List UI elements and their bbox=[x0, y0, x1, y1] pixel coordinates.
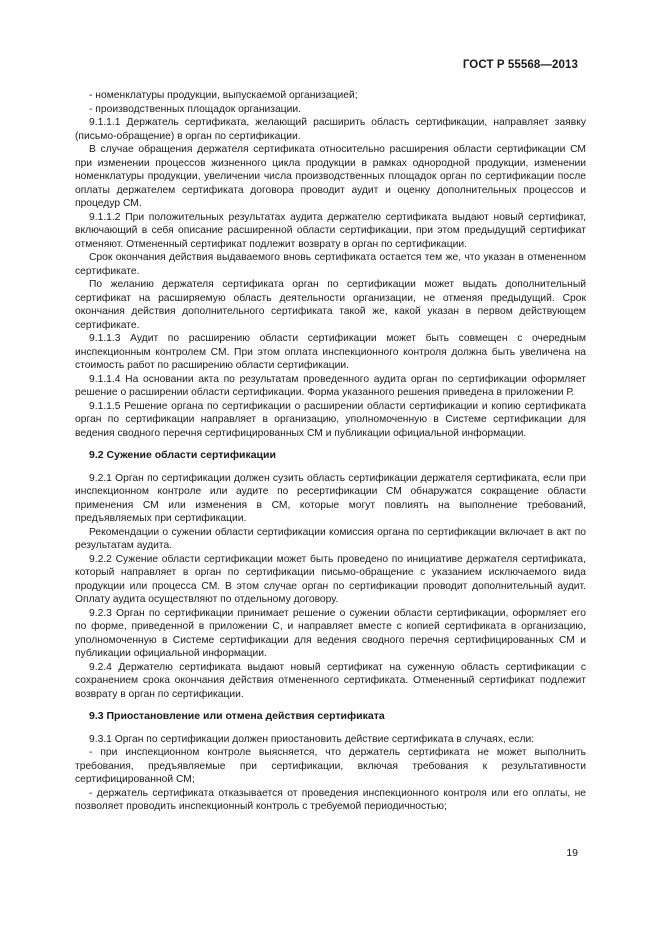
paragraph: 9.2.1 Орган по сертификации должен сузить область сертификации держателя сертификата, если при инспекционном контроле или аудите по ресертификации СМ обнаружатся сокращение области применения СМ или изменения в СМ, которые могут повлиять на выполнение требований, предъявляемых при сертификации. bbox=[75, 472, 586, 524]
paragraph: 9.3.1 Орган по сертификации должен приостановить действие сертификата в случаях, если: bbox=[89, 733, 535, 745]
paragraph: - производственных площадок организации. bbox=[89, 103, 301, 115]
paragraph: 9.2.2 Сужение области сертификации может быть проведено по инициативе держателя сертификата, который направляет в орган по сертификации письмо-обращение с указанием исключаемого вида продукции или процесса СМ. В этом случае орган по сертификации проводит дополнительный аудит. Оплату аудита осуществляют по отдельному договору. bbox=[75, 553, 586, 605]
paragraph: 9.2.4 Держателю сертификата выдают новый сертификат на суженную область сертификации с сохранением срока окончания действия отмененного сертификата. Отмененный сертификат подлежит возврату в орган по сертификации. bbox=[75, 661, 586, 700]
section-heading: 9.2 Сужение области сертификации bbox=[89, 449, 276, 461]
paragraph: 9.1.1.5 Решение органа по сертификации о расширении области сертификации и копию сертификата орган по сертификации направляет в организацию, уполномоченную в Системе сертификации для ведения сводного перечня сертифицированных СМ и публикации официальной информации. bbox=[75, 400, 586, 439]
paragraph: 9.1.1.1 Держатель сертификата, желающий расширить область сертификации, направляет заявку (письмо-обращение) в орган по сертификации. bbox=[75, 117, 586, 142]
paragraph: Срок окончания действия выдаваемого вновь сертификата остается тем же, что указан в отмененном сертификате. bbox=[75, 252, 586, 277]
paragraph: 9.1.1.3 Аудит по расширению области сертификации может быть совмещен с очередным инспекционным контролем СМ. При этом оплата инспекционного контроля должна быть увеличена на стоимость работ по расширению области сертификации. bbox=[75, 333, 586, 371]
paragraph: 9.1.1.2 При положительных результатах аудита держателю сертификата выдают новый сертификат, включающий в себя описание расширенной области сертификации, при этом предыдущий сертификат отменяют. Отмененный сертификат подлежит возврату в орган по сертификации. bbox=[75, 211, 586, 250]
document-body bbox=[75, 89, 586, 814]
paragraph: По желанию держателя сертификата орган по сертификации может выдать дополнительный сертификат на расширяемую область деятельности организации, не отменяя предыдущий. Срок окончания действия дополнительного сертификата такой же, какой указан в первом действующем сертификате. bbox=[75, 279, 586, 331]
page-number: 19 bbox=[566, 847, 578, 859]
paragraph: В случае обращения держателя сертификата относительно расширения области сертификации СМ при изменении процессов жизненного цикла продукции в рамках однородной продукции, изменении номенклатуры продукции, увеличении числа производственных площадок орган по сертификации после оплаты держателем сертификата договора проводит аудит и оценку дополнительных процессов и процедур СМ. bbox=[75, 144, 586, 209]
document-header: ГОСТ Р 55568—2013 bbox=[462, 59, 578, 71]
paragraph: Рекомендации о сужении области сертификации комиссия органа по сертификации включает в акт по результатам аудита. bbox=[75, 526, 586, 551]
paragraph: 9.1.1.4 На основании акта по результатам проведенного аудита орган по сертификации оформляет решение о расширении области сертификации. Форма указанного решения приведена в приложении Р. bbox=[75, 373, 586, 398]
paragraph: 9.2.3 Орган по сертификации принимает решение о сужении области сертификации, оформляет его по форме, приведенной в приложении С, и направляет вместе с копией сертификата в организацию, уполномоченную в Системе сертификации для ведения сводного перечня сертифицированных СМ и публикации официальной информации. bbox=[75, 607, 586, 659]
paragraph: - номенклатуры продукции, выпускаемой организацией; bbox=[89, 90, 358, 101]
paragraph: - держатель сертификата отказывается от проведения инспекционного контроля или его оплаты, не позволяет проводить инспекционный контроль с требуемой периодичностью; bbox=[75, 787, 586, 812]
section-heading: 9.3 Приостановление или отмена действия сертификата bbox=[89, 710, 385, 722]
paragraph: - при инспекционном контроле выясняется, что держатель сертификата не может выполнить требования, предъявляемые при сертификации, включая требования к результативности сертифицированной СМ; bbox=[75, 747, 586, 785]
